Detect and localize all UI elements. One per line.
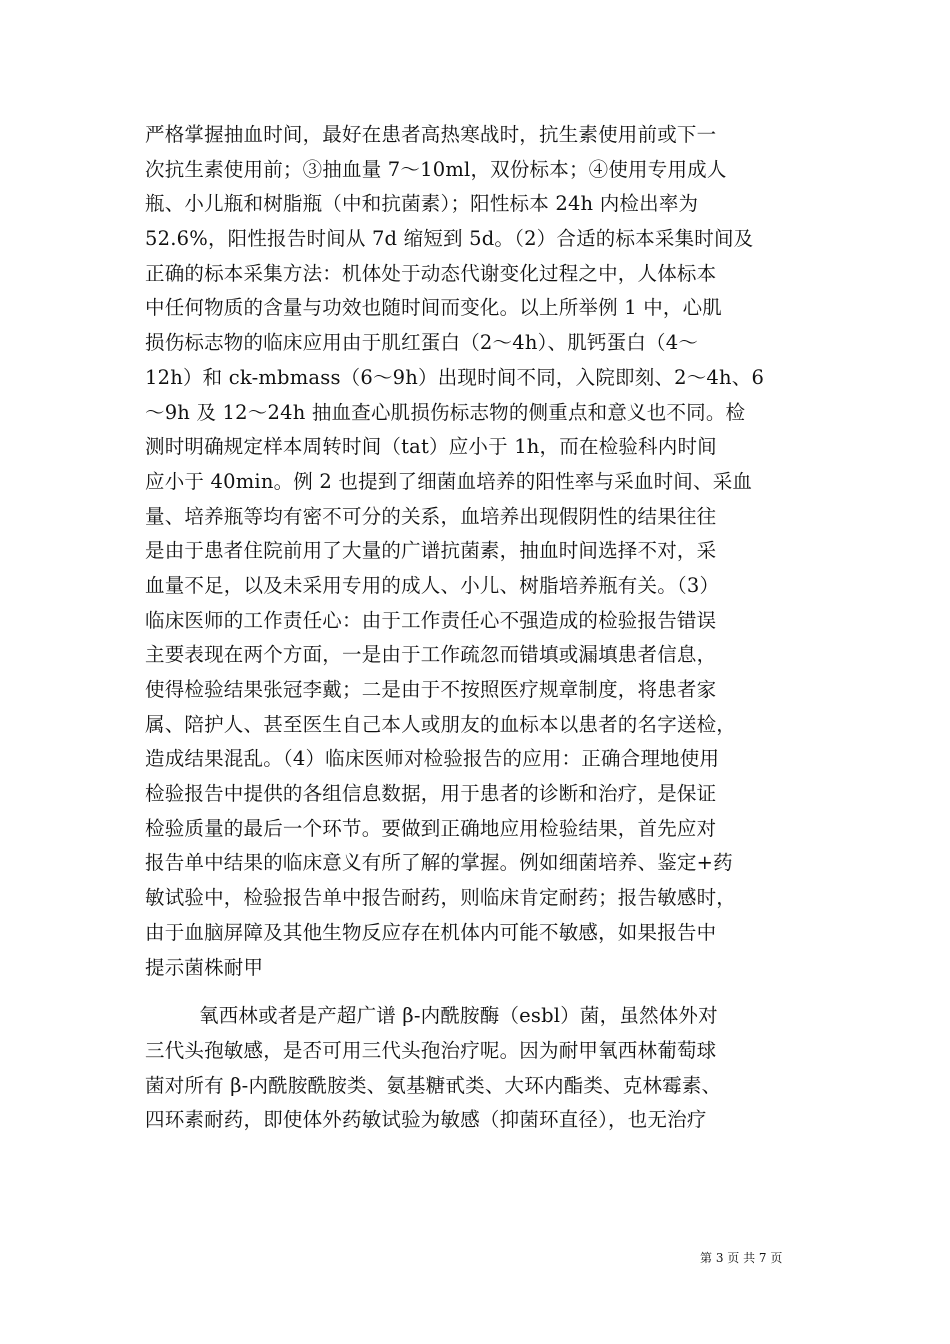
text-line: 检验质量的最后一个环节。要做到正确地应用检验结果，首先应对 bbox=[145, 816, 717, 840]
text-line: 氧西林或者是产超广谱 β-内酰胺酶（esbl）菌，虽然体外对 bbox=[199, 1004, 718, 1028]
body-text bbox=[145, 118, 825, 1138]
text-line: 三代头孢敏感，是否可用三代头孢治疗呢。因为耐甲氧西林葡萄球 bbox=[145, 1038, 717, 1062]
text-line: 损伤标志物的临床应用由于肌红蛋白（2～4h）、肌钙蛋白（4～ bbox=[145, 331, 699, 355]
text-line: 使得检验结果张冠李戴；二是由于不按照医疗规章制度，将患者家 bbox=[145, 678, 717, 701]
text-line: 量、培养瓶等均有密不可分的关系，血培养出现假阴性的结果往往 bbox=[145, 504, 717, 528]
text-line: 血量不足，以及未采用专用的成人、小儿、树脂培养瓶有关。（3） bbox=[145, 573, 720, 597]
text-line: 测时明确规定样本周转时间（tat）应小于 1h，而在检验科内时间 bbox=[145, 435, 717, 459]
text-line: 主要表现在两个方面，一是由于工作疏忽而错填或漏填患者信息， bbox=[145, 643, 717, 667]
text-line: 四环素耐药，即使体外药敏试验为敏感（抑菌环直径），也无治疗 bbox=[145, 1108, 707, 1132]
text-line: 菌对所有 β-内酰胺酰胺类、氨基糖甙类、大环内酯类、克林霉素、 bbox=[145, 1073, 722, 1097]
text-line: ～9h 及 12～24h 抽血查心肌损伤标志物的侧重点和意义也不同。检 bbox=[145, 400, 746, 424]
text-line: 次抗生素使用前；③抽血量 7～10ml，双份标本；④使用专用成人 bbox=[145, 157, 727, 181]
text-line: 报告单中结果的临床意义有所了解的掌握。例如细菌培养、鉴定+药 bbox=[145, 851, 733, 875]
text-line: 由于血脑屏障及其他生物反应存在机体内可能不敏感，如果报告中 bbox=[145, 920, 717, 944]
text-line: 临床医师的工作责任心：由于工作责任心不强造成的检验报告错误 bbox=[145, 608, 717, 632]
text-line: 中任何物质的含量与功效也随时间而变化。以上所举例 1 中，心肌 bbox=[145, 296, 723, 320]
text-line: 应小于 40min。例 2 也提到了细菌血培养的阳性率与采血时间、采血 bbox=[145, 469, 753, 493]
text-line: 正确的标本采集方法：机体处于动态代谢变化过程之中，人体标本 bbox=[145, 261, 717, 285]
paragraph-1 bbox=[145, 118, 825, 985]
text-line: 是由于患者住院前用了大量的广谱抗菌素，抽血时间选择不对，采 bbox=[145, 539, 717, 563]
text-line: 属、陪护人、甚至医生自己本人或朋友的血标本以患者的名字送检， bbox=[145, 712, 737, 736]
text-line: 检验报告中提供的各组信息数据，用于患者的诊断和治疗，是保证 bbox=[145, 782, 717, 806]
text-line: 敏试验中，检验报告单中报告耐药，则临床肯定耐药；报告敏感时， bbox=[145, 886, 737, 910]
paragraph-2 bbox=[145, 999, 825, 1138]
text-line: 12h）和 ck-mbmass（6～9h）出现时间不同，入院即刻、2～4h、6 bbox=[145, 365, 765, 389]
page-number: 第 3 页 共 7 页 bbox=[700, 1251, 783, 1265]
text-line: 瓶、小儿瓶和树脂瓶（中和抗菌素）；阳性标本 24h 内检出率为 bbox=[145, 192, 699, 216]
text-line: 造成结果混乱。（4）临床医师对检验报告的应用：正确合理地使用 bbox=[145, 747, 720, 771]
text-line: 严格掌握抽血时间，最好在患者高热寒战时，抗生素使用前或下一 bbox=[145, 123, 717, 146]
text-line: 52.6%，阳性报告时间从 7d 缩短到 5d。（2）合适的标本采集时间及 bbox=[145, 227, 754, 251]
text-line: 提示菌株耐甲 bbox=[145, 955, 264, 979]
